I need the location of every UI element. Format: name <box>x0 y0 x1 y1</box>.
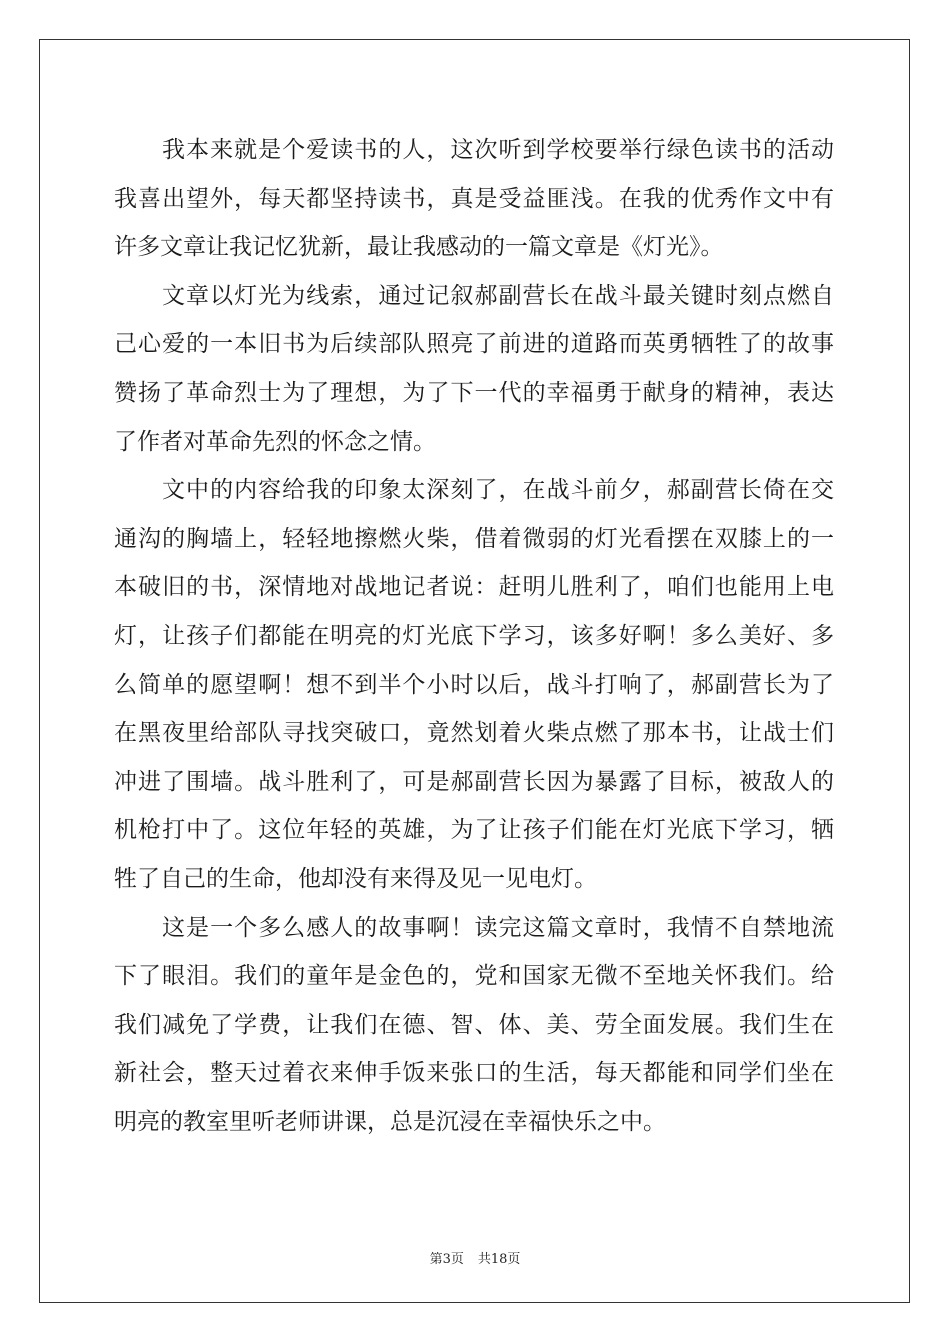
document-body <box>114 126 834 1146</box>
text-line: 机枪打中了。这位年轻的英雄，为了让孩子们能在灯光底下学习，牺 <box>114 817 834 844</box>
page-number: 第3页 <box>429 1252 464 1267</box>
text-line: 许多文章让我记忆犹新，最让我感动的一篇文章是《灯光》。 <box>114 234 724 261</box>
text-line: 文章以灯光为线索，通过记叙郝副营长在战斗最关键时刻点燃自 <box>162 282 834 309</box>
text-line: 牲了自己的生命，他却没有来得及见一见电灯。 <box>114 865 597 892</box>
text-line: 么简单的愿望啊！想不到半个小时以后，战斗打响了，郝副营长为了 <box>114 671 834 698</box>
text-line: 这是一个多么感人的故事啊！读完这篇文章时，我情不自禁地流 <box>162 914 834 941</box>
paragraph <box>114 272 834 466</box>
text-line: 下了眼泪。我们的童年是金色的，党和国家无微不至地关怀我们。给 <box>114 963 834 990</box>
text-line: 明亮的教室里听老师讲课，总是沉浸在幸福快乐之中。 <box>114 1108 666 1135</box>
text-line: 了作者对革命先烈的怀念之情。 <box>114 428 436 455</box>
text-line: 赞扬了革命烈士为了理想，为了下一代的幸福勇于献身的精神，表达 <box>114 379 834 406</box>
text-line: 本破旧的书，深情地对战地记者说：赶明儿胜利了，咱们也能用上电 <box>114 574 834 601</box>
text-line: 文中的内容给我的印象太深刻了，在战斗前夕，郝副营长倚在交 <box>162 477 834 504</box>
text-line: 我们减免了学费，让我们在德、智、体、美、劳全面发展。我们生在 <box>114 1011 834 1038</box>
text-line: 通沟的胸墙上，轻轻地擦燃火柴，借着微弱的灯光看摆在双膝上的一 <box>114 525 834 552</box>
text-line: 新社会，整天过着衣来伸手饭来张口的生活，每天都能和同学们坐在 <box>114 1060 834 1087</box>
page-total: 共18页 <box>477 1252 521 1267</box>
page-footer <box>0 1248 950 1267</box>
text-line: 我喜出望外，每天都坚持读书，真是受益匪浅。在我的优秀作文中有 <box>114 185 834 212</box>
text-line: 我本来就是个爱读书的人，这次听到学校要举行绿色读书的活动 <box>162 137 834 163</box>
paragraph <box>114 466 834 903</box>
text-line: 冲进了围墙。战斗胜利了，可是郝副营长因为暴露了目标，被敌人的 <box>114 768 834 795</box>
paragraph <box>114 904 834 1147</box>
text-line: 灯，让孩子们都能在明亮的灯光底下学习，该多好啊！多么美好、多 <box>114 622 834 649</box>
text-line: 在黑夜里给部队寻找突破口，竟然划着火柴点燃了那本书，让战士们 <box>114 720 834 747</box>
paragraph <box>114 126 834 272</box>
text-line: 己心爱的一本旧书为后续部队照亮了前进的道路而英勇牺牲了的故事 <box>114 331 834 358</box>
